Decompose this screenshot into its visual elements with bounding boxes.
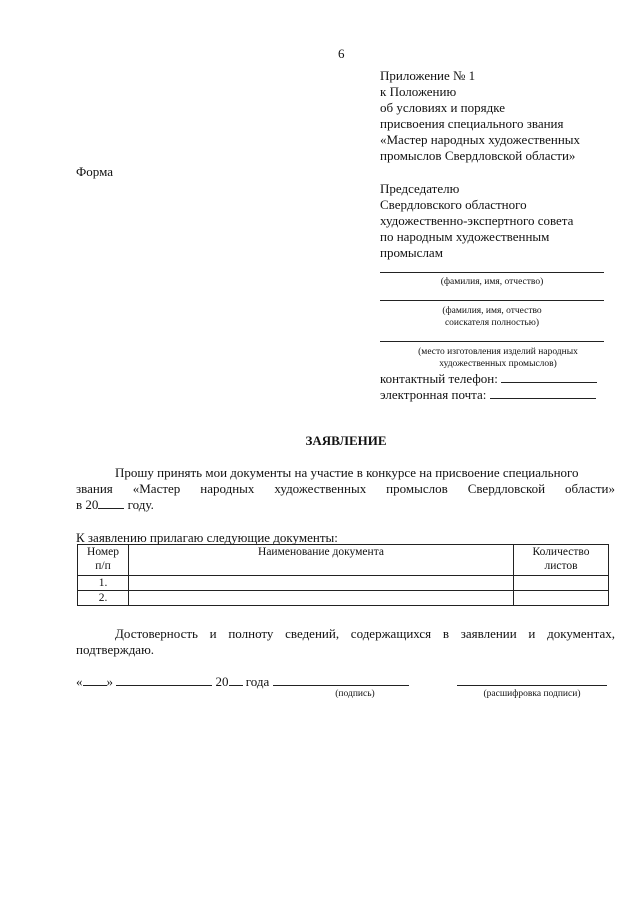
decode-caption: (расшифровка подписи) (483, 689, 581, 699)
applicant-blank-line[interactable] (380, 300, 604, 301)
place-blank-line[interactable] (380, 341, 604, 342)
page-number: 6 (338, 46, 345, 61)
confirm-line-1: Достоверность и полноту сведений, содержащихся в заявлении и документах, (115, 626, 615, 641)
place-caption-line: (место изготовления изделий народных (418, 347, 578, 357)
email-input[interactable] (490, 387, 596, 399)
appendix-line: об условиях и порядке (380, 100, 505, 115)
appendix-block (380, 68, 620, 164)
attachments-label: К заявлению прилагаю следующие документы: (76, 530, 338, 545)
appendix-line: «Мастер народных художественных (380, 132, 581, 147)
appendix-line: Приложение № 1 (380, 68, 476, 83)
header-quantity-line: Количество (532, 546, 590, 558)
email-label: электронная почта: (380, 387, 487, 402)
request-line-1: Прошу принять мои документы на участие в конкурсе на присвоение специального (115, 465, 579, 480)
appendix-line: к Положению (380, 84, 457, 99)
quote-close: » (106, 674, 113, 689)
phone-field (380, 371, 597, 387)
addressee-line: по народным художественным (380, 229, 550, 244)
applicant-caption (380, 305, 604, 329)
addressee-line: художественно-экспертного совета (380, 213, 574, 228)
year-prefix: в 20 (76, 497, 99, 512)
email-field (380, 387, 596, 403)
fio-blank-line[interactable] (380, 272, 604, 273)
year-suffix: года (245, 674, 270, 689)
month-input[interactable] (116, 675, 212, 686)
header-quantity (514, 545, 609, 576)
header-number-line: Номер (87, 546, 119, 558)
request-line-3 (76, 497, 154, 513)
confirm-line-2: подтверждаю. (76, 642, 155, 657)
year-input[interactable] (98, 498, 124, 509)
year-prefix: 20 (215, 674, 229, 689)
header-number-line: п/п (95, 560, 111, 572)
applicant-caption-line: (фамилия, имя, отчество (442, 306, 542, 316)
header-document-name: Наименование документа (129, 545, 514, 576)
place-caption-line: художественных промыслов) (439, 359, 557, 369)
request-line-2: звания «Мастер народных художественных промыслов Свердловской области» (76, 481, 615, 496)
table-row (78, 591, 609, 606)
decode-blank-line[interactable] (457, 685, 607, 686)
header-quantity-line: листов (544, 560, 578, 572)
day-input[interactable] (83, 675, 107, 686)
signature-input[interactable] (273, 675, 409, 686)
addressee-line: промыслам (380, 245, 443, 260)
row-number: 2. (78, 591, 129, 606)
row-document-cell[interactable] (129, 591, 514, 606)
row-number: 1. (78, 576, 129, 591)
fio-caption: (фамилия, имя, отчество) (440, 277, 544, 287)
quote-open: « (76, 674, 83, 689)
row-document-cell[interactable] (129, 576, 514, 591)
addressee-line: Председателю (380, 181, 460, 196)
table-row (78, 576, 609, 591)
row-quantity-cell[interactable] (514, 576, 609, 591)
header-number (78, 545, 129, 576)
sign-caption: (подпись) (335, 689, 375, 699)
addressee-block (380, 181, 620, 261)
phone-input[interactable] (501, 371, 597, 383)
place-caption (380, 346, 616, 370)
row-quantity-cell[interactable] (514, 591, 609, 606)
appendix-line: присвоения специального звания (380, 116, 564, 131)
year-suffix: году. (127, 497, 154, 512)
addressee-line: Свердловского областного (380, 197, 527, 212)
sign-year-input[interactable] (229, 675, 243, 686)
document-title: ЗАЯВЛЕНИЕ (305, 433, 387, 448)
appendix-line: промыслов Свердловской области» (380, 148, 576, 163)
phone-label: контактный телефон: (380, 371, 498, 386)
form-label: Форма (76, 164, 113, 179)
table-header-row (78, 545, 609, 576)
applicant-caption-line: соискателя полностью) (444, 318, 540, 328)
documents-table (77, 544, 609, 606)
